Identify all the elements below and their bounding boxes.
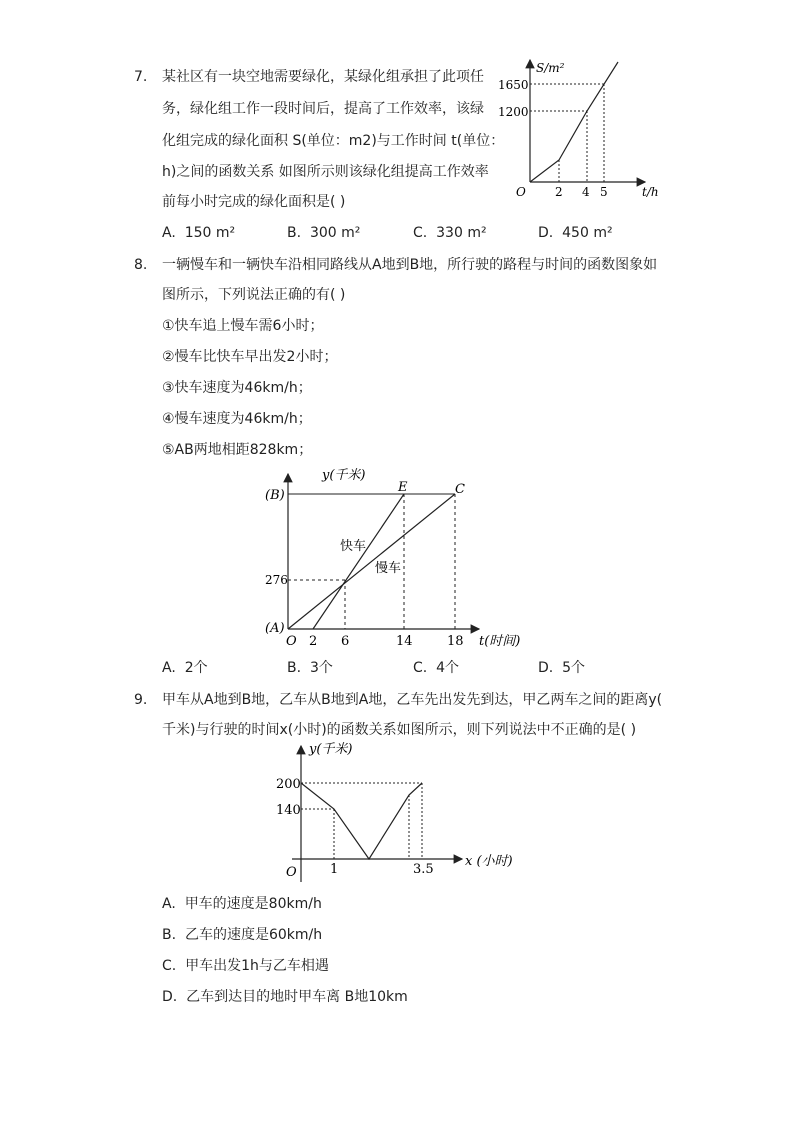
point-c-label: C [455, 482, 465, 497]
question-text-line: 前每小时完成的绿化面积是( ) [162, 194, 346, 210]
x-tick-label: 6 [341, 634, 350, 649]
option-a[interactable] [162, 661, 208, 675]
option-a[interactable] [162, 897, 322, 911]
x-tick-label: 5 [600, 185, 608, 199]
option-d[interactable] [538, 226, 613, 240]
x-tick-label: 3.5 [413, 862, 434, 877]
option-value: 150 m² [184, 225, 236, 241]
x-tick-label: 14 [396, 634, 413, 649]
origin-label: O [286, 865, 297, 880]
option-c[interactable] [162, 959, 329, 973]
option-label: C. [413, 225, 428, 241]
fast-car-label: 快车 [340, 539, 367, 554]
slow-car-line [288, 494, 455, 629]
option-b[interactable] [162, 928, 322, 942]
question-text-line: h)之间的函数关系 如图所示则该绿化组提高工作效率 [162, 164, 489, 180]
option-label: A. [162, 225, 176, 241]
graph-q7 [495, 52, 670, 202]
option-c[interactable] [413, 226, 487, 240]
option-value: 乙车到达目的地时甲车离 B地10km [186, 989, 408, 1005]
x-axis-label: t(时间) [479, 634, 521, 649]
option-value: 甲车的速度是80km/h [184, 896, 322, 912]
option-label: A. [162, 896, 176, 912]
y-tick-label: 200 [276, 777, 301, 792]
option-value: 5个 [562, 660, 586, 676]
x-tick-label: 18 [447, 634, 464, 649]
option-label: A. [162, 660, 176, 676]
option-value: 330 m² [436, 225, 487, 241]
graph-q8 [262, 466, 562, 656]
option-label: B. [162, 927, 177, 943]
option-label: D. [538, 225, 554, 241]
statement-3: ③快车速度为46km/h； [162, 380, 312, 396]
y-tick-label: 276 [265, 573, 288, 587]
y-axis-label: y(千米) [322, 468, 366, 483]
point-e-label: E [398, 480, 408, 495]
y-tick-label: 1200 [498, 105, 529, 119]
point-a-label: (A) [265, 621, 285, 636]
statement-5: ⑤AB两地相距828km； [162, 442, 313, 458]
question-text-line: 务，绿化组工作一段时间后，提高了工作效率，该绿 [162, 101, 484, 117]
option-value: 3个 [309, 660, 333, 676]
option-b[interactable] [287, 226, 360, 240]
y-axis-label: S/m² [536, 61, 565, 75]
option-d[interactable] [162, 990, 408, 1004]
option-d[interactable] [538, 661, 585, 675]
y-axis-label: y(千米) [309, 742, 353, 757]
statement-2: ②慢车比快车早出发2小时； [162, 349, 338, 365]
slow-car-label: 慢车 [375, 561, 402, 576]
option-a[interactable] [162, 226, 235, 240]
option-label: B. [287, 660, 302, 676]
question-text-line: 甲车从A地到B地，乙车从B地到A地，乙车先出发先到达，甲乙两车之间的距离y( [162, 692, 663, 708]
y-tick-label: 140 [276, 803, 301, 818]
option-label: C. [413, 660, 428, 676]
question-text-line: 某社区有一块空地需要绿化，某绿化组承担了此项任 [162, 69, 484, 85]
question-text-line: 一辆慢车和一辆快车沿相同路线从A地到B地，所行驶的路程与时间的函数图象如 [162, 257, 658, 273]
question-text-line: 化组完成的绿化面积 S(单位：m2)与工作时间 t(单位： [162, 133, 505, 149]
statement-4: ④慢车速度为46km/h； [162, 411, 312, 427]
option-value: 450 m² [562, 225, 613, 241]
x-axis-label: t/h [642, 185, 659, 199]
question-number: 8. [134, 257, 148, 273]
graph-q9 [272, 740, 522, 882]
statement-1: ①快车追上慢车需6小时； [162, 318, 324, 334]
option-value: 甲车出发1h与乙车相遇 [185, 958, 329, 974]
x-tick-label: 4 [582, 185, 590, 199]
option-value: 4个 [436, 660, 460, 676]
origin-label: O [286, 634, 297, 649]
x-axis-label: x (小时) [465, 854, 513, 869]
option-label: B. [287, 225, 302, 241]
origin-label: O [516, 185, 526, 199]
question-number: 7. [134, 69, 148, 85]
x-tick-label: 1 [330, 862, 339, 877]
option-label: D. [538, 660, 554, 676]
option-label: C. [162, 958, 177, 974]
question-number: 9. [134, 692, 148, 708]
point-b-label: (B) [265, 488, 285, 503]
x-tick-label: 2 [555, 185, 563, 199]
question-text-line: 图所示，下列说法正确的有( ) [162, 287, 346, 303]
distance-line [301, 783, 422, 859]
option-value: 300 m² [309, 225, 361, 241]
option-value: 2个 [184, 660, 208, 676]
area-line [530, 62, 618, 182]
y-tick-label: 1650 [498, 78, 529, 92]
option-label: D. [162, 989, 178, 1005]
option-b[interactable] [287, 661, 333, 675]
question-text-line: 千米)与行驶的时间x(小时)的函数关系如图所示，则下列说法中不正确的是( ) [162, 722, 637, 738]
option-value: 乙车的速度是60km/h [184, 927, 323, 943]
option-c[interactable] [413, 661, 459, 675]
x-tick-label: 2 [309, 634, 318, 649]
